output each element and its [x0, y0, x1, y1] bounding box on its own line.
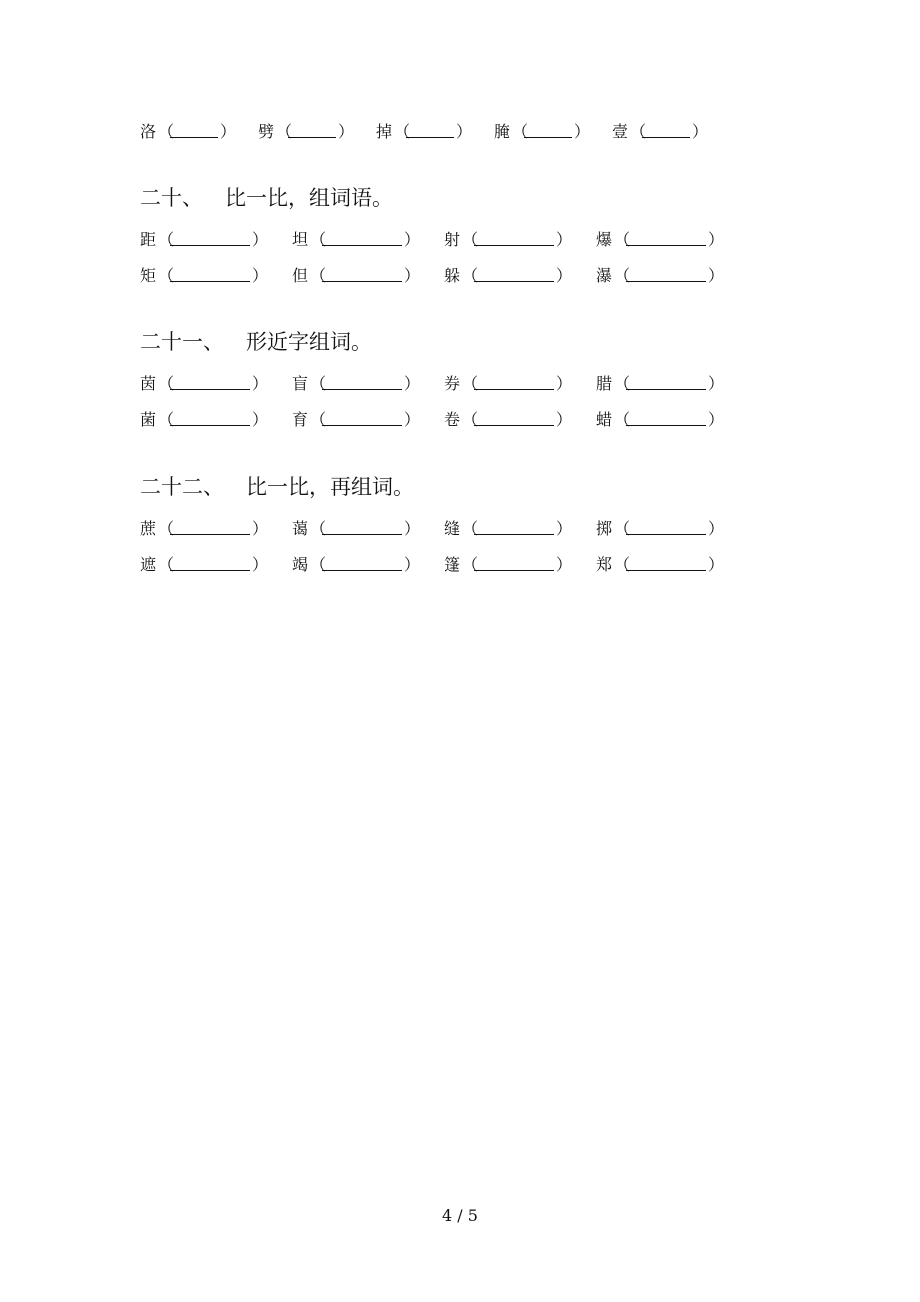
- paren-close: ）: [404, 373, 421, 393]
- word-row: [140, 370, 748, 394]
- paren-open: （: [614, 518, 631, 538]
- word-item: [376, 119, 473, 142]
- section-title: 比一比，再组词。: [246, 475, 414, 499]
- char: 掉: [376, 121, 393, 141]
- word-item: [292, 516, 421, 539]
- answer-blank[interactable]: [170, 231, 250, 246]
- paren-open: （: [158, 121, 175, 141]
- char: 爆: [596, 229, 613, 249]
- char: 腌: [494, 121, 511, 141]
- paren-open: （: [512, 121, 529, 141]
- paren-open: （: [462, 518, 479, 538]
- paren-open: （: [394, 121, 411, 141]
- paren-close: ）: [252, 229, 269, 249]
- word-item: [140, 227, 269, 250]
- answer-blank[interactable]: [626, 231, 706, 246]
- paren-close: ）: [692, 121, 709, 141]
- char: 洛: [140, 121, 157, 141]
- paren-open: （: [614, 409, 631, 429]
- word-row: [140, 262, 748, 286]
- char: 劈: [258, 121, 275, 141]
- section-number: 二十二、: [140, 475, 224, 499]
- paren-close: ）: [708, 518, 725, 538]
- char: 茵: [140, 373, 157, 393]
- char: 竭: [292, 554, 309, 574]
- answer-blank[interactable]: [474, 411, 554, 426]
- paren-open: （: [158, 265, 175, 285]
- paren-close: ）: [252, 373, 269, 393]
- answer-blank[interactable]: [170, 375, 250, 390]
- char: 射: [444, 229, 461, 249]
- paren-open: （: [310, 229, 327, 249]
- paren-open: （: [462, 554, 479, 574]
- word-item: [596, 552, 725, 575]
- paren-open: （: [614, 229, 631, 249]
- word-item: [258, 119, 355, 142]
- word-item: [444, 407, 573, 430]
- answer-blank[interactable]: [170, 123, 218, 138]
- paren-close: ）: [220, 121, 237, 141]
- section-heading-21: [140, 326, 372, 356]
- word-item: [596, 263, 725, 286]
- word-item: [140, 407, 269, 430]
- paren-open: （: [158, 554, 175, 574]
- paren-open: （: [462, 265, 479, 285]
- answer-blank[interactable]: [626, 556, 706, 571]
- paren-open: （: [158, 518, 175, 538]
- answer-blank[interactable]: [406, 123, 454, 138]
- word-item: [292, 371, 421, 394]
- char: 盲: [292, 373, 309, 393]
- word-item: [444, 552, 573, 575]
- char: 遮: [140, 554, 157, 574]
- char: 矩: [140, 265, 157, 285]
- paren-open: （: [310, 518, 327, 538]
- answer-blank[interactable]: [288, 123, 336, 138]
- paren-open: （: [614, 265, 631, 285]
- answer-blank[interactable]: [322, 267, 402, 282]
- word-item: [444, 263, 573, 286]
- paren-open: （: [630, 121, 647, 141]
- word-row: [140, 515, 748, 539]
- char: 篷: [444, 554, 461, 574]
- paren-close: ）: [708, 409, 725, 429]
- answer-blank[interactable]: [170, 267, 250, 282]
- char: 坦: [292, 229, 309, 249]
- paren-close: ）: [252, 265, 269, 285]
- paren-close: ）: [556, 229, 573, 249]
- word-row: [140, 406, 748, 430]
- paren-close: ）: [404, 265, 421, 285]
- word-item: [292, 263, 421, 286]
- word-item: [596, 371, 725, 394]
- paren-close: ）: [556, 373, 573, 393]
- paren-close: ）: [708, 554, 725, 574]
- answer-blank[interactable]: [524, 123, 572, 138]
- paren-close: ）: [574, 121, 591, 141]
- answer-blank[interactable]: [170, 520, 250, 535]
- paren-open: （: [462, 409, 479, 429]
- paren-open: （: [310, 265, 327, 285]
- paren-open: （: [614, 373, 631, 393]
- paren-open: （: [158, 229, 175, 249]
- section-heading-20: [140, 182, 393, 212]
- paren-close: ）: [404, 229, 421, 249]
- paren-open: （: [310, 373, 327, 393]
- paren-close: ）: [338, 121, 355, 141]
- paren-close: ）: [252, 409, 269, 429]
- section-number: 二十、: [140, 186, 203, 210]
- section-heading-22: [140, 471, 414, 501]
- char: 距: [140, 229, 157, 249]
- word-item: [444, 371, 573, 394]
- char: 蜡: [596, 409, 613, 429]
- answer-blank[interactable]: [474, 556, 554, 571]
- page-number: 4 / 5: [442, 1206, 478, 1225]
- char: 躲: [444, 265, 461, 285]
- paren-close: ）: [252, 554, 269, 574]
- answer-blank[interactable]: [322, 375, 402, 390]
- word-item: [596, 227, 725, 250]
- paren-close: ）: [556, 518, 573, 538]
- paren-close: ）: [708, 265, 725, 285]
- answer-blank[interactable]: [170, 411, 250, 426]
- paren-close: ）: [252, 518, 269, 538]
- paren-close: ）: [456, 121, 473, 141]
- paren-close: ）: [556, 554, 573, 574]
- section-number: 二十一、: [140, 330, 224, 354]
- word-item: [140, 516, 269, 539]
- paren-close: ）: [556, 409, 573, 429]
- answer-blank[interactable]: [626, 375, 706, 390]
- answer-blank[interactable]: [474, 520, 554, 535]
- answer-blank[interactable]: [626, 520, 706, 535]
- word-item: [444, 516, 573, 539]
- answer-blank[interactable]: [626, 411, 706, 426]
- char: 卷: [444, 409, 461, 429]
- char: 蔗: [140, 518, 157, 538]
- paren-open: （: [310, 554, 327, 574]
- paren-open: （: [158, 409, 175, 429]
- word-item: [140, 552, 269, 575]
- paren-close: ）: [404, 554, 421, 574]
- paren-open: （: [614, 554, 631, 574]
- char: 掷: [596, 518, 613, 538]
- word-item: [292, 552, 421, 575]
- answer-blank[interactable]: [322, 231, 402, 246]
- word-item: [596, 407, 725, 430]
- char: 瀑: [596, 265, 613, 285]
- char: 缝: [444, 518, 461, 538]
- word-row-0: [140, 118, 730, 142]
- paren-close: ）: [556, 265, 573, 285]
- word-item: [444, 227, 573, 250]
- answer-blank[interactable]: [642, 123, 690, 138]
- char: 育: [292, 409, 309, 429]
- section-title: 比一比，组词语。: [225, 186, 393, 210]
- section-title: 形近字组词。: [246, 330, 372, 354]
- paren-open: （: [462, 229, 479, 249]
- char: 但: [292, 265, 309, 285]
- char: 蔼: [292, 518, 309, 538]
- word-item: [292, 227, 421, 250]
- char: 菌: [140, 409, 157, 429]
- answer-blank[interactable]: [322, 411, 402, 426]
- word-item: [140, 263, 269, 286]
- paren-open: （: [276, 121, 293, 141]
- answer-blank[interactable]: [474, 231, 554, 246]
- paren-open: （: [310, 409, 327, 429]
- answer-blank[interactable]: [474, 375, 554, 390]
- answer-blank[interactable]: [322, 556, 402, 571]
- paren-close: ）: [708, 373, 725, 393]
- answer-blank[interactable]: [170, 556, 250, 571]
- paren-close: ）: [404, 409, 421, 429]
- word-item: [140, 119, 237, 142]
- char: 腊: [596, 373, 613, 393]
- word-item: [292, 407, 421, 430]
- paren-close: ）: [708, 229, 725, 249]
- paren-close: ）: [404, 518, 421, 538]
- char: 壹: [612, 121, 629, 141]
- word-item: [596, 516, 725, 539]
- word-row: [140, 226, 748, 250]
- answer-blank[interactable]: [474, 267, 554, 282]
- paren-open: （: [158, 373, 175, 393]
- word-item: [612, 119, 709, 142]
- word-item: [494, 119, 591, 142]
- answer-blank[interactable]: [322, 520, 402, 535]
- word-item: [140, 371, 269, 394]
- answer-blank[interactable]: [626, 267, 706, 282]
- paren-open: （: [462, 373, 479, 393]
- char: 郑: [596, 554, 613, 574]
- word-row: [140, 551, 748, 575]
- char: 券: [444, 373, 461, 393]
